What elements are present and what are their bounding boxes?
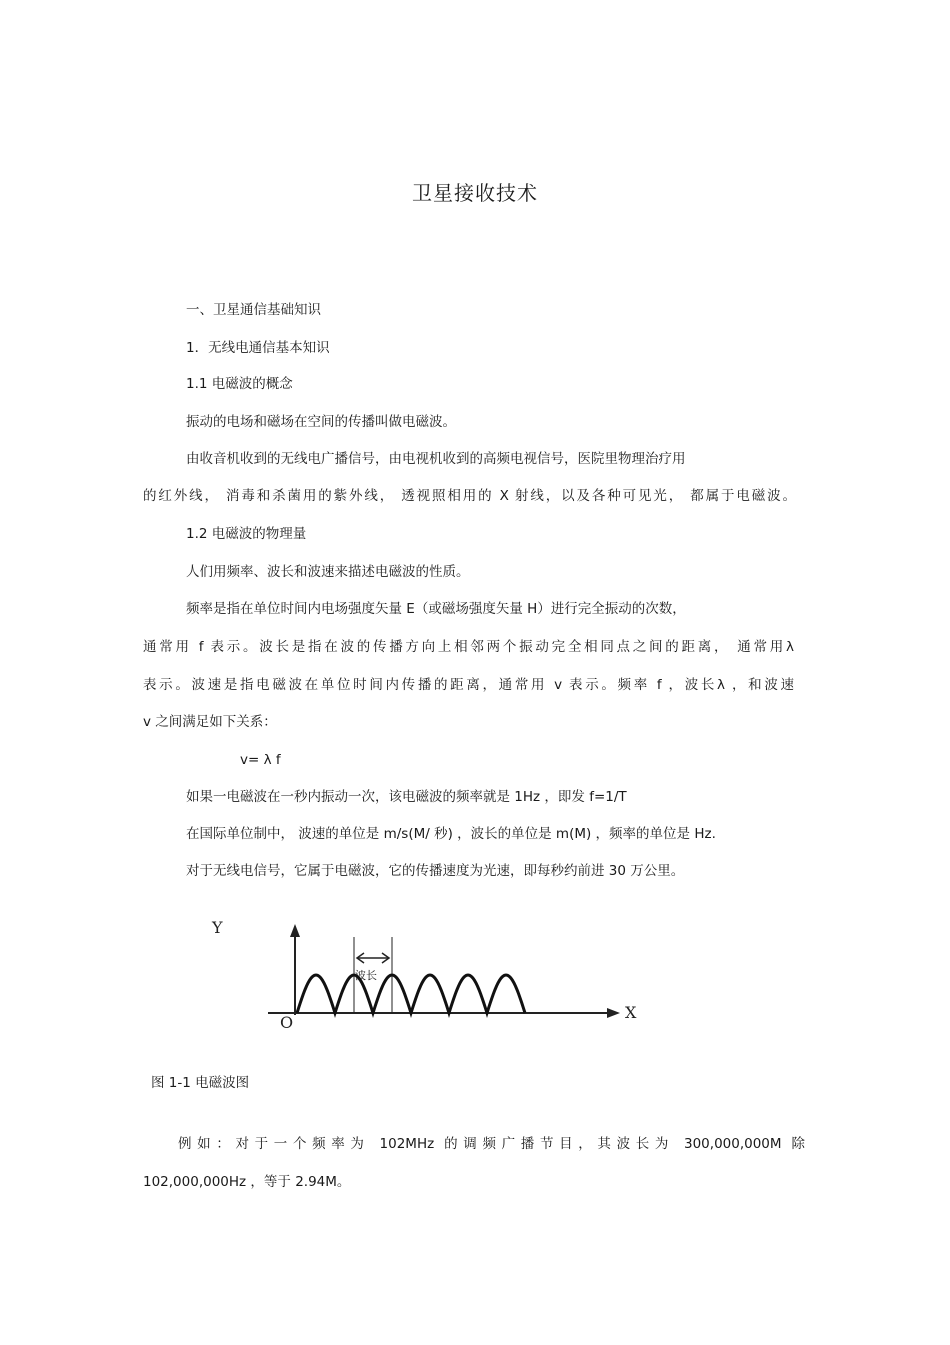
page-title: 卫星接收技术 bbox=[412, 181, 538, 205]
formula: v= λ f bbox=[240, 752, 281, 768]
subsubsection-heading: 1.2 电磁波的物理量 bbox=[186, 526, 307, 542]
figure-caption: 图 1-1 电磁波图 bbox=[151, 1075, 250, 1091]
paragraph-line: 振动的电场和磁场在空间的传播叫做电磁波。 bbox=[186, 414, 456, 430]
paragraph-line: 对于无线电信号，它属于电磁波，它的传播速度为光速，即每秒约前进 30 万公里。 bbox=[186, 863, 685, 879]
y-axis-arrow bbox=[290, 924, 300, 937]
paragraph-line: 如果一电磁波在一秒内振动一次，该电磁波的频率就是 1Hz ，即发 f=1/T bbox=[186, 789, 627, 805]
y-axis-label: Y bbox=[212, 918, 223, 937]
wavelength-label: 波长 bbox=[355, 969, 377, 982]
paragraph-line: 的红外线， 消毒和杀菌用的紫外线， 透视照相用的 X 射线，以及各种可见光， 都属于电磁波。 bbox=[143, 488, 796, 504]
subsubsection-heading: 1.1 电磁波的概念 bbox=[186, 376, 293, 392]
paragraph-line: 例如：对于一个频率为 102MHz 的调频广播节目，其波长为 300,000,000M 除 bbox=[178, 1136, 805, 1152]
paragraph-line: v 之间满足如下关系： bbox=[143, 714, 277, 730]
paragraph-line: 人们用频率、波长和波速来描述电磁波的性质。 bbox=[186, 564, 470, 580]
paragraph-line: 在国际单位制中， 波速的单位是 m/s(M/ 秒) ，波长的单位是 m(M) ，频率的单位是 Hz. bbox=[186, 826, 716, 842]
paragraph-line: 由收音机收到的无线电广播信号，由电视机收到的高频电视信号，医院里物理治疗用 bbox=[186, 451, 686, 467]
paragraph-line: 频率是指在单位时间内电场强度矢量 E（或磁场强度矢量 H）进行完全振动的次数， bbox=[186, 601, 686, 617]
wave-curve bbox=[297, 975, 525, 1013]
x-axis-label: X bbox=[625, 1003, 637, 1022]
em-wave-figure bbox=[200, 910, 650, 1040]
x-axis-arrow bbox=[607, 1008, 620, 1018]
subsection-heading: 1．无线电通信基本知识 bbox=[186, 340, 330, 356]
paragraph-line: 表示。波速是指电磁波在单位时间内传播的距离，通常用 v 表示。频率 f ，波长λ ，和波速 bbox=[143, 677, 794, 693]
paragraph-line: 102,000,000Hz ，等于 2.94M。 bbox=[143, 1174, 351, 1190]
paragraph-line: 通常用 f 表示。波长是指在波的传播方向上相邻两个振动完全相同点之间的距离， 通常用λ bbox=[143, 639, 794, 655]
em-wave-diagram bbox=[200, 910, 650, 1040]
section-heading: 一、卫星通信基础知识 bbox=[186, 302, 321, 318]
origin-label: O bbox=[280, 1013, 294, 1032]
